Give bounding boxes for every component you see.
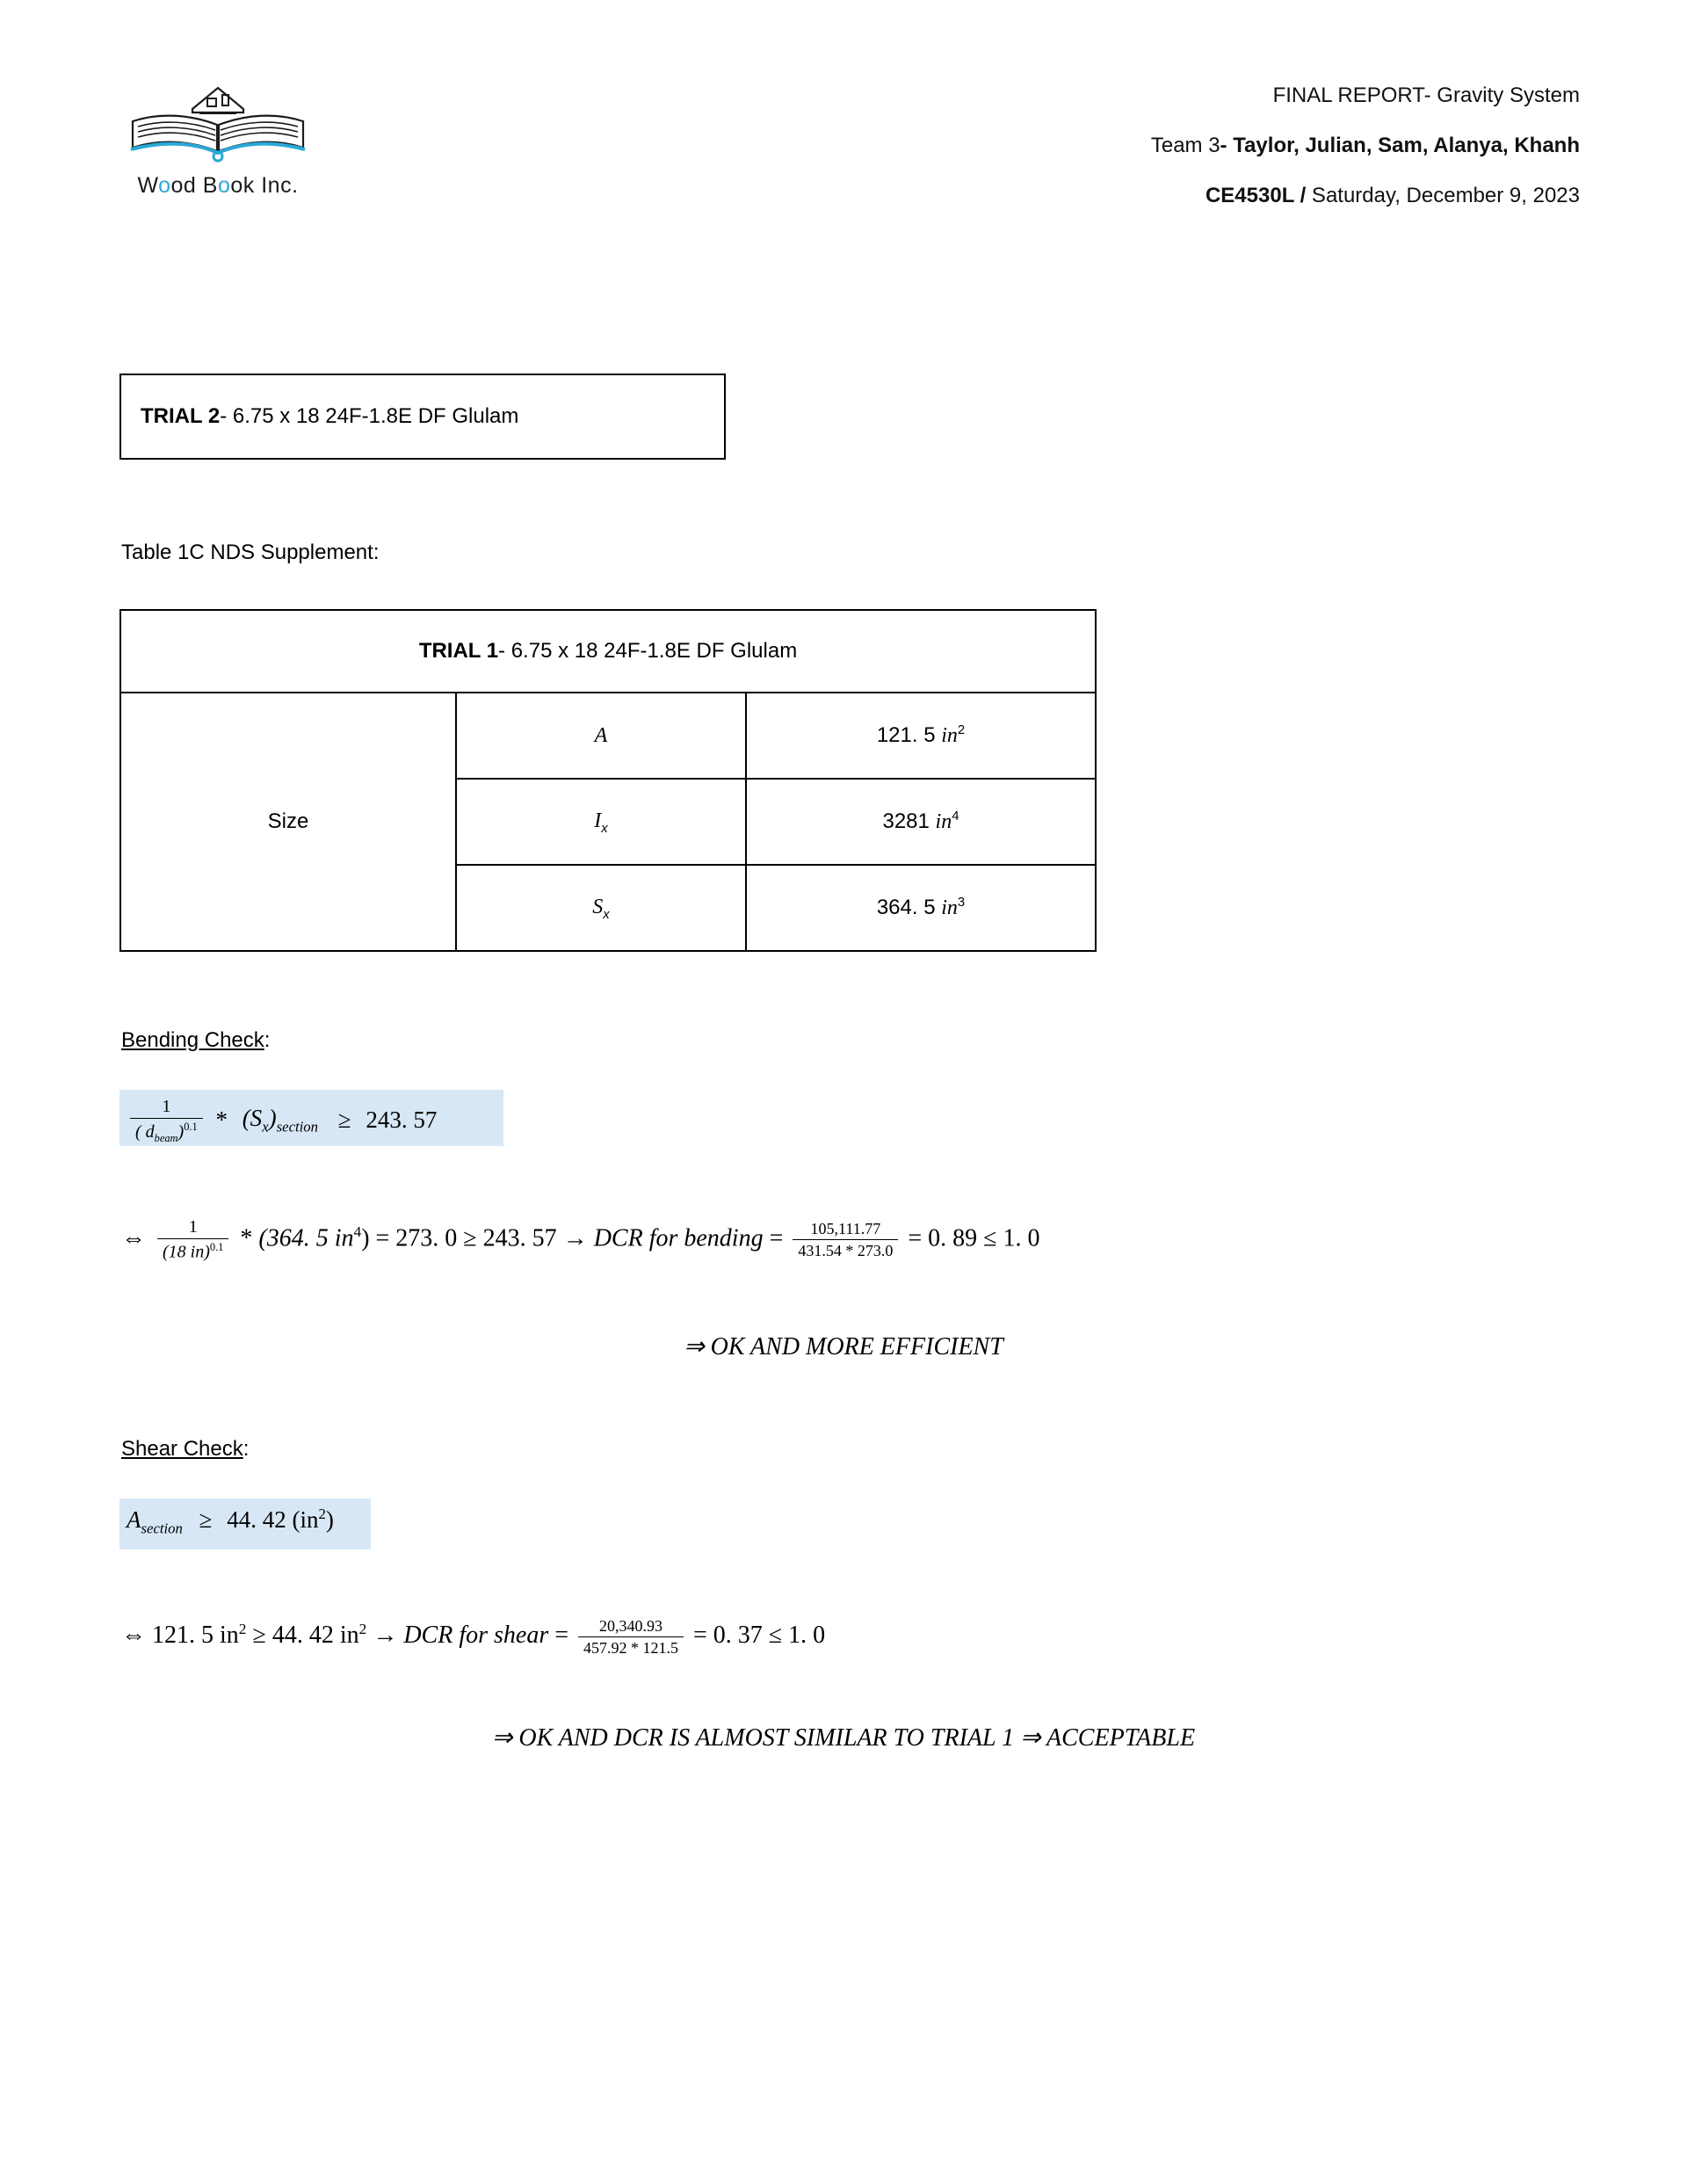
shear-check-heading-text: Shear Check <box>121 1437 243 1461</box>
value-sx-exponent: 3 <box>957 896 966 910</box>
table-symbol-ix <box>456 779 746 865</box>
shear-line-exp1: 2 <box>238 1620 247 1637</box>
bending-check-heading-colon: : <box>264 1028 271 1052</box>
logo-word-mid: od B <box>170 173 218 198</box>
table-row <box>120 693 1096 779</box>
value-a-number: 121. 5 <box>876 723 936 747</box>
bending-requirement-formula <box>119 1090 503 1146</box>
document-header <box>0 70 1687 237</box>
logo-word-end: ok Inc. <box>230 173 299 198</box>
table-value-ix <box>746 779 1096 865</box>
table-caption: Table 1C NDS Supplement: <box>121 541 380 564</box>
bending-line-lead: ⇔ <box>121 1224 146 1252</box>
value-ix-exponent: 4 <box>952 809 959 824</box>
symbol-a-text: A <box>594 724 608 747</box>
bending-dcr-num: 105,111.77 <box>793 1220 898 1240</box>
symbol-ix-sub: x <box>601 821 608 836</box>
shear-ge-sign: ≥ <box>199 1506 213 1533</box>
bending-line-frac-den-exp: 0.1 <box>209 1241 224 1253</box>
bending-line-frac-den <box>157 1239 228 1263</box>
bending-conclusion: ⇒ OK AND MORE EFFICIENT <box>684 1333 1003 1360</box>
bending-computation-line <box>121 1217 1040 1263</box>
bending-sx-open: (S <box>242 1105 263 1132</box>
bending-dcr-label: DCR for bending <box>593 1224 764 1252</box>
logo-wordmark <box>104 173 332 199</box>
table-row <box>120 610 1096 693</box>
header-line-title: FINAL REPORT- Gravity System <box>1272 83 1580 107</box>
bending-dcr-eq: = <box>769 1224 784 1252</box>
shear-line-lead: ⇔ 121. 5 in <box>121 1622 239 1650</box>
shear-line-exp2: 2 <box>358 1620 367 1637</box>
shear-area-symbol <box>127 1506 183 1537</box>
bending-den-sub: beam <box>154 1131 178 1144</box>
company-logo <box>104 79 332 199</box>
shear-a-sub: section <box>141 1520 183 1537</box>
header-course-date: Saturday, December 9, 2023 <box>1306 184 1580 207</box>
symbol-ix-text: I <box>594 809 602 832</box>
header-course-code: CE4530L / <box>1205 184 1307 207</box>
header-line-course <box>1151 171 1580 221</box>
bending-den-open: ( d <box>135 1121 155 1142</box>
shear-dcr-den: 457.92 * 121.5 <box>583 1638 679 1657</box>
trial-callout-label: TRIAL 2 <box>141 404 221 428</box>
bending-dcr-den: 431.54 * 273.0 <box>798 1241 894 1259</box>
table-title-rest: - 6.75 x 18 24F-1.8E DF Glulam <box>498 639 798 663</box>
bending-line-frac-den-text: (18 in) <box>163 1242 210 1262</box>
logo-word-o1: o <box>158 173 171 198</box>
bending-line-paren: (364. 5 in <box>258 1224 354 1252</box>
shear-dcr-label: DCR for shear <box>403 1622 549 1650</box>
shear-dcr-result: = 0. 37 ≤ 1. 0 <box>693 1622 826 1650</box>
table-symbol-a <box>456 693 746 779</box>
shear-check-heading-colon: : <box>243 1437 250 1461</box>
bending-den-close: ) <box>177 1121 185 1142</box>
symbol-sx-text: S <box>592 895 604 918</box>
header-report-info <box>1151 70 1580 221</box>
shear-computation-line <box>121 1617 825 1657</box>
bending-frac-denominator <box>130 1119 203 1144</box>
bending-dcr-result: = 0. 89 ≤ 1. 0 <box>908 1224 1040 1252</box>
shear-dcr-eq: = <box>554 1622 569 1650</box>
symbol-sx-sub: x <box>603 907 610 922</box>
shear-check-heading <box>121 1437 249 1462</box>
bending-check-heading <box>121 1028 270 1053</box>
value-ix-number: 3281 <box>882 809 930 833</box>
bending-multiply-sign: * <box>215 1107 228 1134</box>
bending-frac-numerator: 1 <box>130 1097 203 1119</box>
bending-line-mult: * <box>240 1224 253 1252</box>
logo-word-o2: o <box>217 173 231 198</box>
shear-a-letter: A <box>127 1506 141 1533</box>
bending-check-heading-text: Bending Check <box>121 1028 264 1052</box>
section-properties-table <box>119 609 1097 952</box>
shear-conclusion: ⇒ OK AND DCR IS ALMOST SIMILAR TO TRIAL 1 ⇒ ACCEPTABLE <box>491 1724 1196 1752</box>
table-size-label: Size <box>120 693 456 951</box>
shear-requirement-formula <box>119 1498 371 1549</box>
table-value-sx <box>746 865 1096 951</box>
shear-required-exp: 2 <box>318 1506 326 1522</box>
header-line-team <box>1151 120 1580 171</box>
bending-sx-sub2: section <box>276 1118 319 1136</box>
logo-word-w: W <box>137 173 159 198</box>
open-book-house-icon <box>124 79 313 163</box>
table-value-a <box>746 693 1096 779</box>
value-sx-number: 364. 5 <box>876 896 936 919</box>
table-title-cell <box>120 610 1096 693</box>
trial-callout-description: - 6.75 x 18 24F-1.8E DF Glulam <box>220 404 519 428</box>
shear-line-arrow: → <box>373 1622 398 1650</box>
shear-required-number: 44. 42 (in <box>227 1506 319 1533</box>
bending-sx-term <box>243 1105 318 1136</box>
bending-line-paren-exp: 4 <box>353 1223 362 1240</box>
header-team-label: Team 3 <box>1150 134 1220 157</box>
value-sx-unit: in <box>941 896 958 919</box>
value-a-unit: in <box>941 724 958 747</box>
bending-ge-sign: ≥ <box>337 1107 351 1134</box>
bending-sx-close: ) <box>268 1105 277 1132</box>
shear-required-close: ) <box>325 1506 334 1533</box>
bending-sx-sub: x <box>262 1118 269 1136</box>
trial-callout-box <box>119 374 726 460</box>
shear-line-mid: ≥ 44. 42 in <box>252 1622 359 1650</box>
header-team-names: - Taylor, Julian, Sam, Alanya, Khanh <box>1220 134 1580 157</box>
bending-required-value: 243. 57 <box>366 1107 438 1134</box>
shear-required-value <box>227 1506 334 1533</box>
bending-line-paren-close: ) <box>361 1224 370 1252</box>
bending-den-exp: 0.1 <box>184 1121 198 1133</box>
table-symbol-sx <box>456 865 746 951</box>
value-a-exponent: 2 <box>957 723 966 737</box>
bending-line-eq1: = 273. 0 ≥ 243. 57 → <box>375 1224 588 1252</box>
value-ix-unit: in <box>935 810 952 833</box>
trial-callout-text <box>141 404 518 429</box>
table-title-bold: TRIAL 1 <box>418 639 499 663</box>
shear-dcr-num: 20,340.93 <box>578 1617 684 1637</box>
bending-line-frac-num: 1 <box>157 1217 228 1239</box>
